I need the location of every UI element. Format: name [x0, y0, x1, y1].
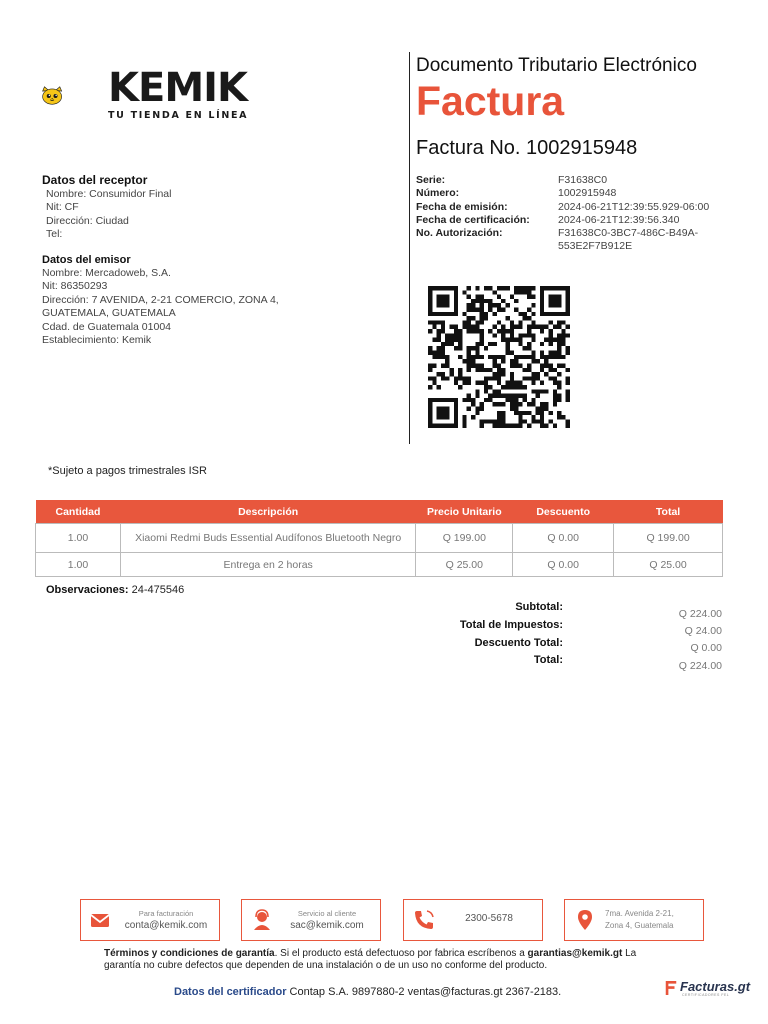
meta-labels	[416, 174, 530, 240]
brand-name: KEMIK	[108, 65, 248, 111]
emisor-nombre: Nombre: Mercadoweb, S.A.	[42, 267, 171, 279]
table-header-row	[36, 500, 723, 524]
cell-cantidad: 1.00	[36, 553, 121, 577]
total-value: Q 224.00	[678, 660, 722, 672]
table-row	[36, 553, 723, 577]
receptor-title: Datos del receptor	[42, 173, 148, 187]
receptor-nit: Nit: CF	[46, 201, 79, 214]
address-line-1: 7ma. Avenida 2-21,	[605, 909, 674, 918]
invoice-number: Factura No. 1002915948	[416, 137, 638, 159]
vertical-divider	[409, 52, 410, 444]
certifier-text: Contap S.A. 9897880-2 ventas@facturas.gt 2367-2183.	[286, 986, 562, 998]
document-title: Factura	[416, 78, 565, 124]
col-cantidad: Cantidad	[36, 500, 121, 524]
phone-icon	[412, 908, 436, 932]
location-pin-icon	[573, 908, 597, 932]
support-agent-icon	[250, 908, 274, 932]
emisor-ciudad: Cdad. de Guatemala 01004	[42, 320, 172, 333]
warranty-email: garantias@kemik.gt	[527, 948, 623, 959]
kemik-cat-logo-icon	[42, 66, 108, 126]
terms-text-2: La garantía no cubre defectos que dependen de una instalación o de un uso no conforme del producto.	[104, 948, 637, 971]
terms-title: Términos y condiciones de garantía	[104, 948, 275, 959]
emisor-direccion-1: Dirección: 7 AVENIDA, 2-21 COMERCIO, ZONA 4,	[42, 293, 279, 306]
cell-precio: Q 199.00	[416, 524, 513, 553]
descuento-total-label: Descuento Total:	[474, 637, 563, 649]
address-line-2: Zona 4, Guatemala	[605, 921, 674, 930]
receptor-details	[46, 188, 171, 242]
warranty-terms	[104, 948, 664, 971]
contact-billing	[80, 899, 220, 941]
total-label: Total:	[533, 654, 563, 666]
facturas-gt-logo	[664, 978, 754, 1000]
numero-value: 1002915948	[558, 187, 617, 200]
numero-label: Número:	[416, 187, 460, 200]
cell-total: Q 199.00	[614, 524, 723, 553]
emisor-title: Datos del emisor	[42, 254, 131, 266]
facturas-gt-sub: CERTIFICADORES FEL	[682, 993, 730, 997]
emisor-nit: Nit: 86350293	[42, 280, 108, 293]
col-total: Total	[614, 500, 723, 524]
certifier-label: Datos del certificador	[174, 986, 287, 998]
receptor-tel: Tel:	[46, 228, 63, 241]
isr-note: *Sujeto a pagos trimestrales ISR	[48, 465, 207, 477]
col-descuento: Descuento	[513, 500, 614, 524]
serie-value: F31638C0	[558, 174, 608, 186]
meta-values	[558, 174, 748, 254]
billing-email: conta@kemik.com	[124, 920, 208, 931]
cell-descripcion: Xiaomi Redmi Buds Essential Audífonos Bluetooth Negro	[120, 524, 415, 553]
emisor-details	[42, 267, 332, 347]
cell-descuento: Q 0.00	[513, 524, 614, 553]
col-descripcion: Descripción	[120, 500, 415, 524]
contact-address	[564, 899, 704, 941]
table-row	[36, 524, 723, 553]
support-caption: Servicio al cliente	[297, 909, 357, 918]
cell-cantidad: 1.00	[36, 524, 121, 553]
emisor-establecimiento: Establecimiento: Kemik	[42, 334, 152, 347]
col-precio-unitario: Precio Unitario	[416, 500, 513, 524]
certificacion-label: Fecha de certificación:	[416, 213, 530, 226]
autorizacion-value-2: 553E2F7B912E	[558, 240, 633, 253]
observaciones	[46, 584, 184, 596]
cell-total: Q 25.00	[614, 553, 723, 577]
receptor-nombre: Nombre: Consumidor Final	[46, 188, 172, 200]
emision-label: Fecha de emisión:	[416, 200, 508, 213]
contact-support	[241, 899, 381, 941]
facturas-gt-logo-icon	[664, 980, 678, 996]
phone-number: 2300-5678	[465, 913, 513, 924]
subtotal-value: Q 224.00	[678, 608, 722, 620]
support-email: sac@kemik.com	[290, 920, 364, 931]
observaciones-label: Observaciones:	[46, 584, 129, 596]
subtotal-label: Subtotal:	[515, 601, 563, 613]
impuestos-label: Total de Impuestos:	[459, 619, 563, 631]
certificacion-value: 2024-06-21T12:39:56.340	[558, 213, 680, 226]
receptor-direccion: Dirección: Ciudad	[46, 214, 129, 227]
emision-value: 2024-06-21T12:39:55.929-06:00	[558, 200, 710, 213]
impuestos-value: Q 24.00	[684, 625, 722, 637]
cell-descripcion: Entrega en 2 horas	[120, 553, 415, 577]
serie-label: Serie:	[416, 174, 446, 186]
document-type: Documento Tributario Electrónico	[416, 55, 697, 76]
mail-icon	[89, 908, 113, 932]
qr-code	[428, 286, 570, 428]
facturas-gt-name: Facturas.gt	[680, 979, 751, 994]
autorizacion-label: No. Autorización:	[416, 227, 503, 240]
autorizacion-value-1: F31638C0-3BC7-486C-B49A-	[558, 227, 699, 240]
contact-phone	[403, 899, 543, 941]
items-table	[35, 500, 723, 577]
cell-descuento: Q 0.00	[513, 553, 614, 577]
cell-precio: Q 25.00	[416, 553, 513, 577]
brand-tagline: TU TIENDA EN LÍNEA	[108, 110, 249, 121]
certifier-info	[174, 986, 561, 998]
observaciones-value: 24-475546	[128, 584, 185, 596]
terms-text-1: . Si el producto está defectuoso por fabrica escríbenos a	[274, 948, 528, 959]
descuento-total-value: Q 0.00	[690, 642, 722, 654]
billing-caption: Para facturación	[138, 909, 194, 918]
emisor-direccion-2: GUATEMALA, GUATEMALA	[42, 307, 176, 320]
